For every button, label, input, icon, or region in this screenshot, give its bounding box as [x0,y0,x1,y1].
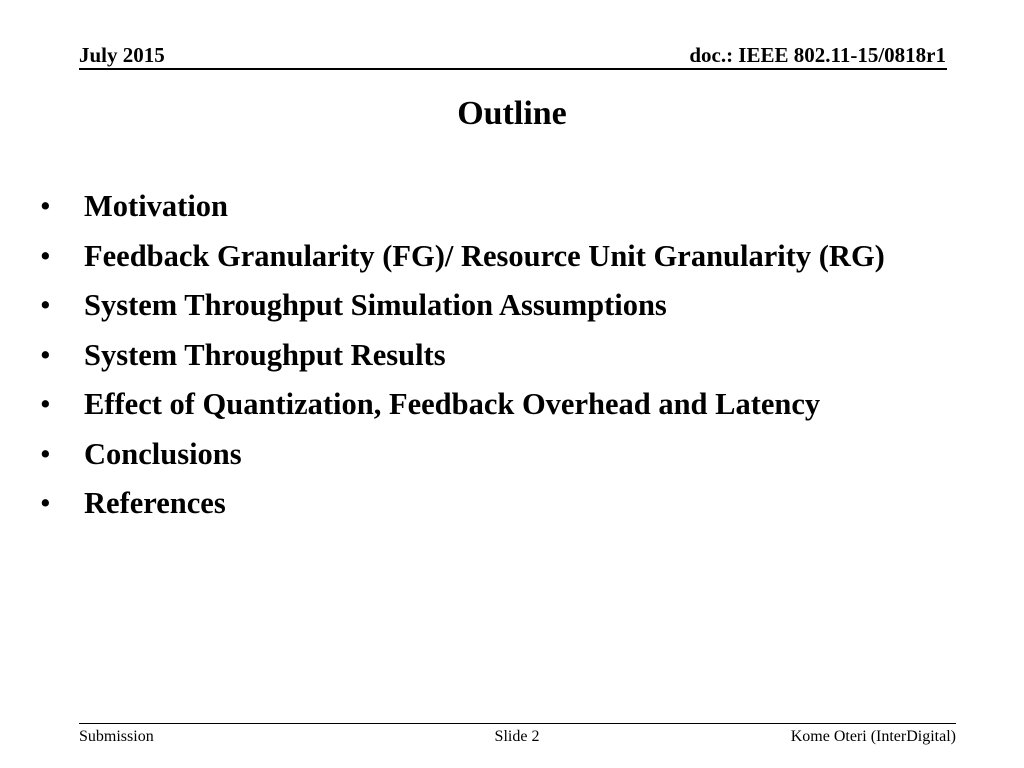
footer-submission: Submission [79,728,154,745]
bullet-point-icon: • [40,288,51,322]
footer-divider [79,723,956,724]
bullet-text: Feedback Granularity (FG)/ Resource Unit Granularity (RG) [84,238,885,273]
header-date: July 2015 [79,43,165,67]
bullet-point-icon: • [40,189,51,223]
bullet-item [40,431,1000,481]
header-doc-id: doc.: IEEE 802.11-15/0818r1 [689,43,946,67]
bullet-item [40,480,1000,530]
bullet-point-icon: • [40,486,51,520]
bullet-item [40,381,1000,431]
bullet-point-icon: • [40,337,51,372]
bullet-item [40,183,1000,233]
bullet-item [40,233,1000,283]
bullet-text: System Throughput Results [84,337,446,372]
slide-title: Outline [457,95,567,132]
bullet-point-icon: • [40,238,51,273]
bullet-text: Effect of Quantization, Feedback Overhead and Latency [84,387,821,421]
bullet-point-icon: • [40,436,51,471]
header-divider [79,68,947,70]
bullet-text: System Throughput Simulation Assumptions [84,288,667,322]
bullet-text: References [84,486,226,520]
bullet-text: Motivation [84,189,229,223]
bullet-item [40,332,1000,382]
bullet-list [40,183,1000,530]
bullet-item [40,282,1000,332]
bullet-text: Conclusions [84,436,242,471]
footer-slide-number: Slide 2 [494,728,540,745]
footer-author: Kome Oteri (InterDigital) [790,728,956,745]
bullet-point-icon: • [40,387,51,421]
